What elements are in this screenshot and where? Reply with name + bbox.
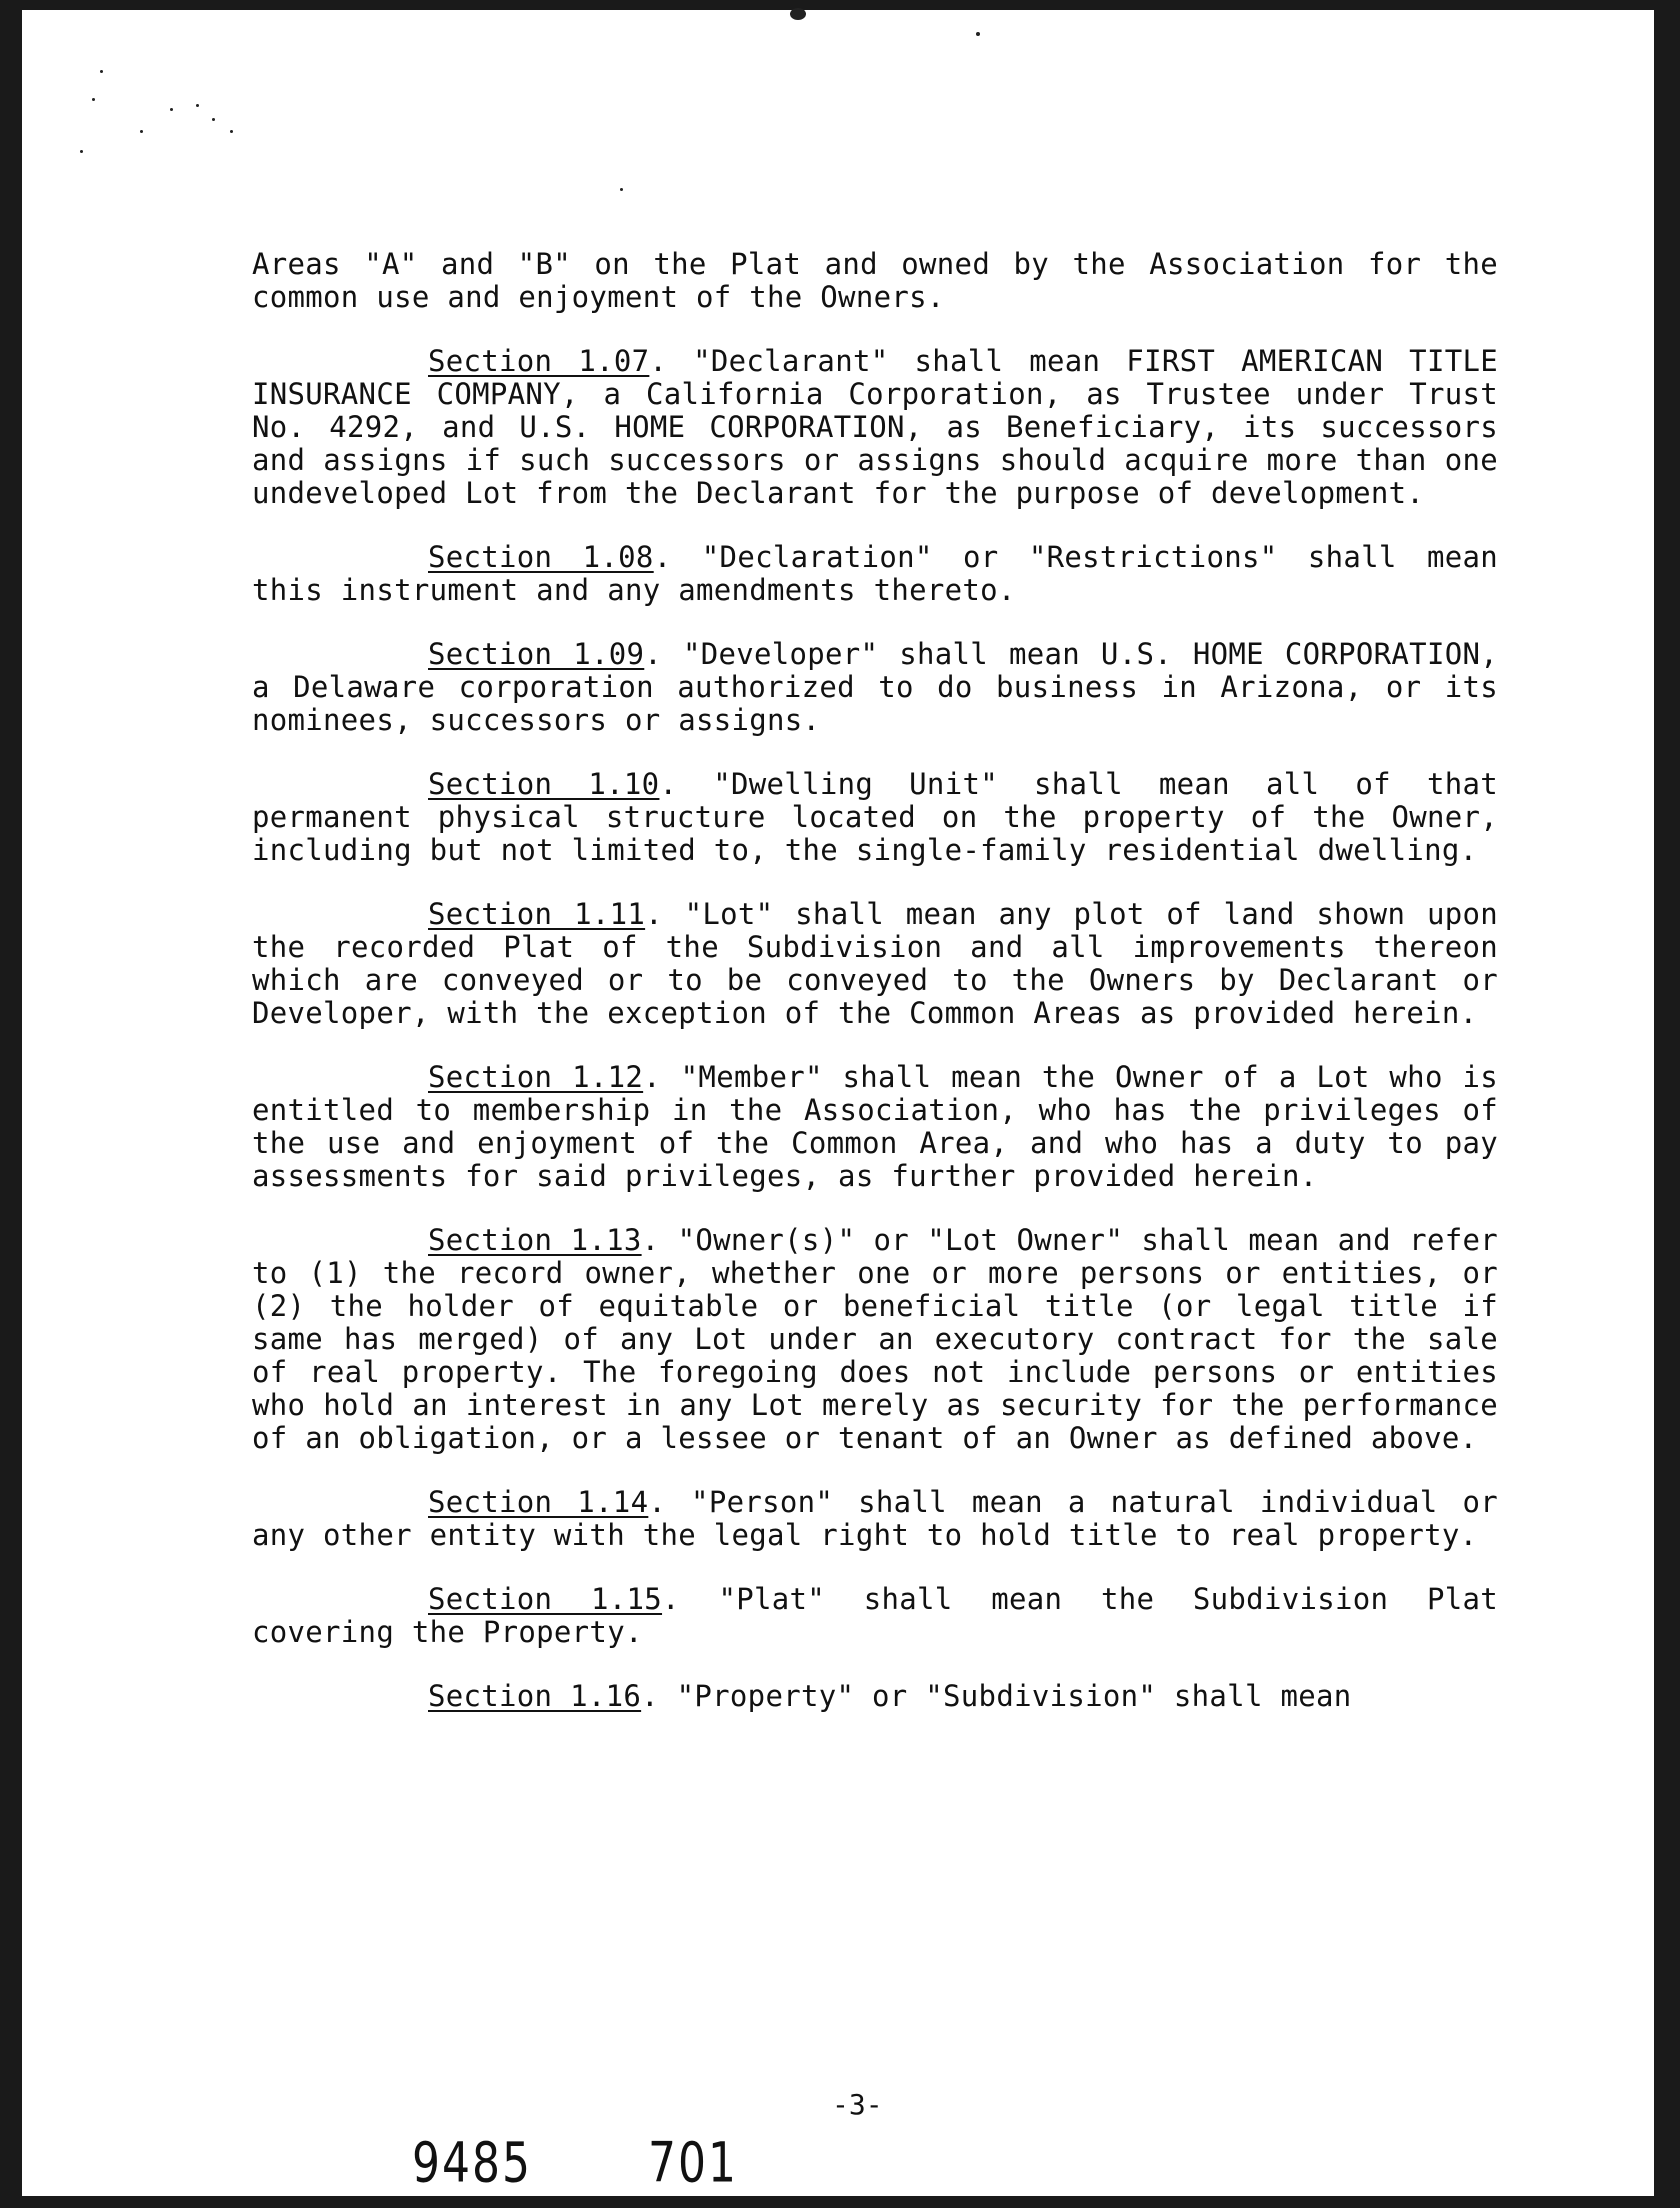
paragraph-section-1-10 xyxy=(252,768,1498,867)
paragraph-text: . "Property" or "Subdivision" shall mean xyxy=(641,1679,1352,1713)
paragraph-section-1-13 xyxy=(252,1224,1498,1455)
paragraph-text: . "Member" shall mean the Owner of a Lot who is entitled to membership in the Association, who has the privileges of the use and enjoyment of the Common Area, and who has a duty to pay assessments for said privileges, as further provided herein. xyxy=(252,1060,1498,1193)
section-label: Section 1.12 xyxy=(428,1060,644,1094)
paragraph-section-1-14 xyxy=(252,1486,1498,1552)
scan-speck xyxy=(92,98,95,101)
handwritten-stamp-number: 9485 xyxy=(412,2131,532,2196)
paragraph-text: . "Declaration" or "Restrictions" shall mean this instrument and any amendments thereto. xyxy=(252,540,1498,607)
paragraph-text: . "Dwelling Unit" shall mean all of that permanent physical structure located on the property of the Owner, including but not limited to, the single-family residential dwelling. xyxy=(252,767,1498,867)
section-label: Section 1.15 xyxy=(428,1582,663,1616)
scan-speck xyxy=(976,32,980,36)
paragraph-section-1-12 xyxy=(252,1061,1498,1193)
paragraph-text: Areas "A" and "B" on the Plat and owned by the Association for the common use and enjoyment of the Owners. xyxy=(252,247,1498,314)
paragraph-text: . "Lot" shall mean any plot of land shown upon the recorded Plat of the Subdivision and all improvements thereon which are conveyed or to be conveyed to the Owners by Declarant or Developer, with the exception of the Common Areas as provided herein. xyxy=(252,897,1498,1030)
paragraph-text: . "Developer" shall mean U.S. HOME CORPORATION, a Delaware corporation authorized to do business in Arizona, or its nominees, successors or assigns. xyxy=(252,637,1498,737)
paragraph-text: . "Declarant" shall mean FIRST AMERICAN TITLE INSURANCE COMPANY, a California Corporation, as Trustee under Trust No. 4292, and U.S. HOME CORPORATION, as Beneficiary, its successors and assigns if such successors or assigns should acquire more than one undeveloped Lot from the Declarant for the purpose of development. xyxy=(252,344,1498,510)
paragraph-text: . "Plat" shall mean the Subdivision Plat covering the Property. xyxy=(252,1582,1498,1649)
scan-speck xyxy=(170,108,173,111)
section-label: Section 1.08 xyxy=(428,540,654,574)
section-label: Section 1.11 xyxy=(428,897,646,931)
section-label: Section 1.16 xyxy=(428,1679,642,1713)
handwritten-stamp-number: 701 xyxy=(648,2131,738,2196)
scan-speck xyxy=(212,118,215,121)
scan-speck xyxy=(100,70,103,73)
page-number: -3- xyxy=(832,2088,883,2121)
paragraph-text: . "Owner(s)" or "Lot Owner" shall mean and refer to (1) the record owner, whether one or more persons or entities, or (2) the holder of equitable or beneficial title (or legal title if same has merged) of any Lot under an executory contract for the sale of real property. The foregoing does not include persons or entities who hold an interest in any Lot merely as security for the performance of an obligation, or a lessee or tenant of an Owner as defined above. xyxy=(252,1223,1498,1455)
paragraph-section-1-16 xyxy=(252,1680,1498,1713)
scan-speck xyxy=(196,104,199,107)
paragraph-section-1-07 xyxy=(252,345,1498,510)
section-label: Section 1.10 xyxy=(428,767,660,801)
paragraph-section-1-08 xyxy=(252,541,1498,607)
section-label: Section 1.13 xyxy=(428,1223,642,1257)
document-body xyxy=(252,248,1498,1744)
paragraph-section-1-15 xyxy=(252,1583,1498,1649)
paragraph-text: . "Person" shall mean a natural individual or any other entity with the legal right to hold title to real property. xyxy=(252,1485,1498,1552)
paragraph-section-1-11 xyxy=(252,898,1498,1030)
paragraph-common-areas xyxy=(252,248,1498,314)
scan-speck xyxy=(140,130,143,133)
paragraph-section-1-09 xyxy=(252,638,1498,737)
scan-speck xyxy=(620,188,623,191)
section-label: Section 1.14 xyxy=(428,1485,649,1519)
scan-speck xyxy=(790,8,806,20)
scan-speck xyxy=(230,130,233,133)
section-label: Section 1.07 xyxy=(428,344,650,378)
section-label: Section 1.09 xyxy=(428,637,645,671)
scan-speck xyxy=(80,150,83,153)
